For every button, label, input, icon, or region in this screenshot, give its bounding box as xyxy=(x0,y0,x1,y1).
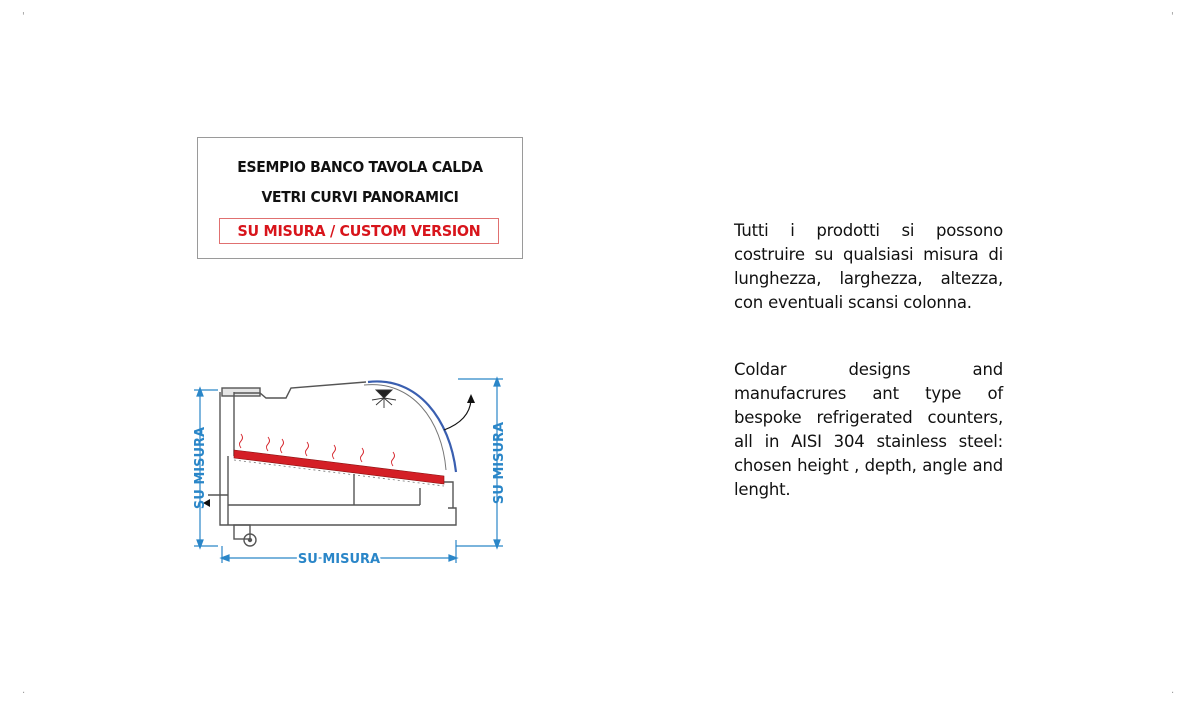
glass-frame xyxy=(364,385,446,470)
bottom-dimension-label: SU MISURA xyxy=(297,552,381,567)
corner-mark: ' xyxy=(1171,11,1174,22)
corner-mark: . xyxy=(22,685,26,696)
custom-version-label: SU MISURA / CUSTOM VERSION xyxy=(237,222,481,240)
custom-version-badge xyxy=(219,218,499,244)
title-line-2: VETRI CURVI PANORAMICI xyxy=(261,188,459,206)
right-dimension-label: SU MISURA xyxy=(492,421,507,505)
title-line-1: ESEMPIO BANCO TAVOLA CALDA xyxy=(237,158,483,176)
italian-description-text: Tutti i prodotti si possono costruire su qualsiasi misura di lunghezza, larghezza, altezza, con eventuali scansi colonna. xyxy=(734,221,1003,312)
left-dimension-label: SU MISURA xyxy=(193,426,208,510)
corner-mark: . xyxy=(1171,685,1175,696)
italian-description xyxy=(734,219,1003,315)
corner-mark: ' xyxy=(22,11,25,22)
opening-arrow-icon xyxy=(444,394,475,430)
counter-section-diagram xyxy=(188,370,518,575)
heated-plate xyxy=(234,450,444,484)
english-description xyxy=(734,358,1003,502)
lamp-icon xyxy=(372,390,396,408)
english-description-text: Coldar designs and manufacrures ant type of bespoke refrigerated counters, all in AISI 304 stainless steel: chosen height , depth, angle and lenght. xyxy=(734,360,1003,499)
title-box xyxy=(197,137,523,259)
